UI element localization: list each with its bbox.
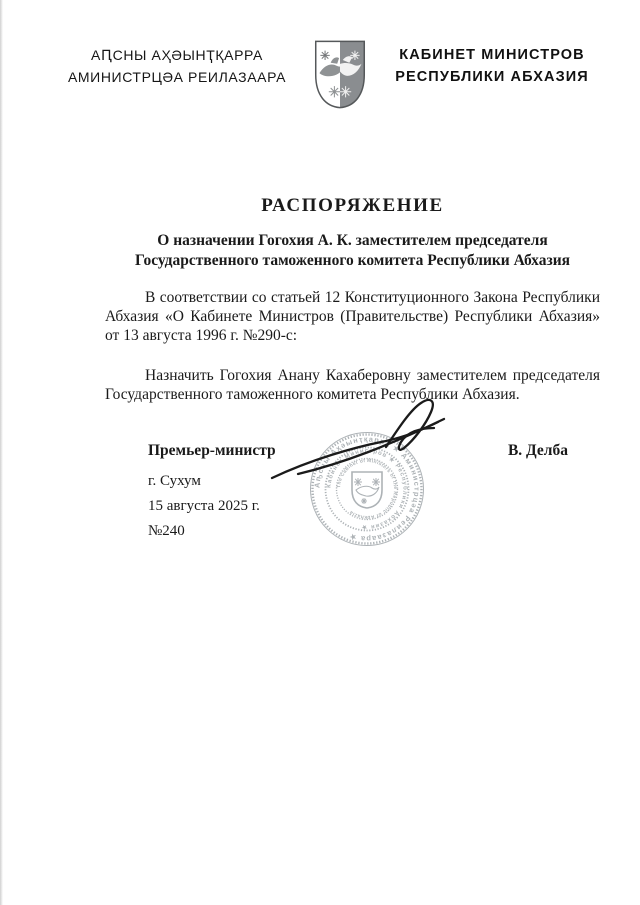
org-name-russian [384,44,600,88]
document-body [105,288,600,404]
stamp-ring-english-text: The Cabinet of Ministers of the Republic of Abkhazia [336,458,398,520]
body-paragraph-1: В соответствии со статьей 12 Конституционного Закона Республики Абхазия «О Кабинете Министров (Правительстве) Республики Абхазия» от 13 августа 1996 г. №290-с: [105,289,600,344]
footer-number: №240 [148,523,185,539]
signer-name: В. Делба [507,442,568,459]
footer-city: г. Сухум [148,473,201,489]
org-name-russian-line1: КАБИНЕТ МИНИСТРОВ [399,47,585,63]
document-type-title: РАСПОРЯЖЕНИЕ [261,195,444,216]
org-name-russian-line2: РЕСПУБЛИКИ АБХАЗИЯ [395,69,589,85]
stamp-ring-abkhaz-text: Аҧсны Аҳәынҭқарра ★ Аминистрцәа Реилазаара ★ [312,434,422,544]
document-subject-line1: О назначении Гогохия А. К. заместителем председателя [157,232,548,249]
org-name-abkhaz [52,44,302,88]
scan-edge-shadow [0,0,3,905]
document-subject-line2: Государственного таможенного комитета Республики Абхазия [134,252,571,269]
org-name-abkhaz-line1: АԤСНЫ АҲӘЫНҬҚАРРА [91,47,263,63]
footer-date: 15 августа 2025 г. [148,498,260,514]
stamp-ring-russian-text: Кабинет Министров ★ Республики Абхазия ★ [326,448,408,530]
org-name-abkhaz-line2: АМИНИСТРЦӘА РЕИЛАЗААРА [67,69,287,85]
coat-of-arms-icon [312,37,368,111]
document-subject [105,231,600,271]
signer-title: Премьер-министр [148,442,276,459]
handwritten-signature [258,390,468,495]
body-paragraph-2: Назначить Гогохия Анану Кахаберовну заместителем председателя Государственного таможенного комитета Республики Абхазия. [105,367,600,403]
